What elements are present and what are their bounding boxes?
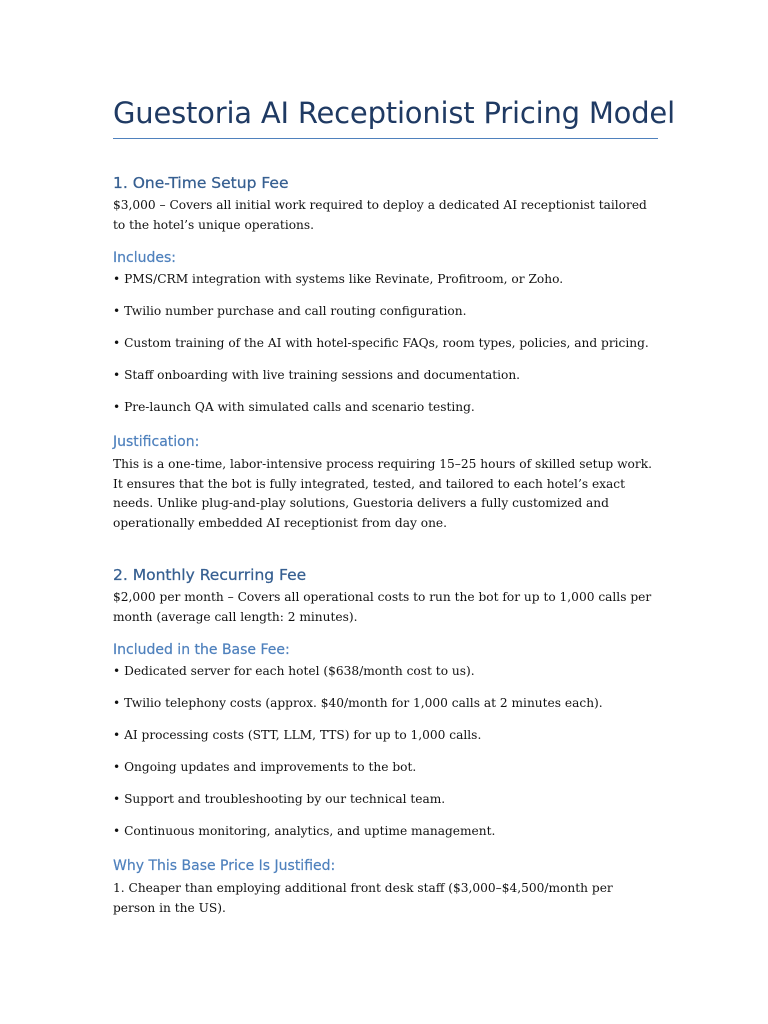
includes-heading: Includes: bbox=[113, 250, 176, 266]
section-1-intro: $3,000 – Covers all initial work required to deploy a dedicated AI receptionist tailored to the hotel’s unique operations. bbox=[113, 198, 647, 232]
included-item-telephony: • Twilio telephony costs (approx. $40/month for 1,000 calls at 2 minutes each). bbox=[113, 696, 603, 710]
included-heading: Included in the Base Fee: bbox=[113, 642, 290, 658]
includes-item-twilio: • Twilio number purchase and call routing configuration. bbox=[113, 304, 467, 318]
section-2-heading: 2. Monthly Recurring Fee bbox=[113, 566, 307, 584]
includes-item-pms: • PMS/CRM integration with systems like Revinate, Profitroom, or Zoho. bbox=[113, 272, 564, 286]
included-item-monitoring: • Continuous monitoring, analytics, and uptime management. bbox=[113, 824, 496, 838]
included-item-support: • Support and troubleshooting by our technical team. bbox=[113, 792, 446, 806]
included-item-server: • Dedicated server for each hotel ($638/month cost to us). bbox=[113, 664, 475, 678]
document-title: Guestoria AI Receptionist Pricing Model bbox=[113, 92, 658, 139]
section-1-heading: 1. One-Time Setup Fee bbox=[113, 174, 289, 192]
justification-text: This is a one-time, labor-intensive process requiring 15–25 hours of skilled setup work. It ensures that the bot is fully integrated, tested, and tailored to each hotel’s exact needs. Unlike plug-and-play solutions, Guestoria delivers a fully customized and operationally embedded AI receptionist from day one. bbox=[113, 457, 652, 530]
justification-heading: Justification: bbox=[113, 434, 200, 450]
why-justified-heading: Why This Base Price Is Justified: bbox=[113, 858, 336, 874]
includes-item-training: • Custom training of the AI with hotel-specific FAQs, room types, policies, and pricing. bbox=[113, 336, 649, 350]
included-item-updates: • Ongoing updates and improvements to the bot. bbox=[113, 760, 417, 774]
includes-item-onboarding: • Staff onboarding with live training sessions and documentation. bbox=[113, 368, 521, 382]
included-item-ai-processing: • AI processing costs (STT, LLM, TTS) for up to 1,000 calls. bbox=[113, 728, 482, 742]
why-justified-item-1: 1. Cheaper than employing additional front desk staff ($3,000–$4,500/month per person in the US). bbox=[113, 881, 613, 915]
includes-item-qa: • Pre-launch QA with simulated calls and scenario testing. bbox=[113, 400, 475, 414]
section-2-intro: $2,000 per month – Covers all operational costs to run the bot for up to 1,000 calls per month (average call length: 2 minutes). bbox=[113, 590, 652, 624]
